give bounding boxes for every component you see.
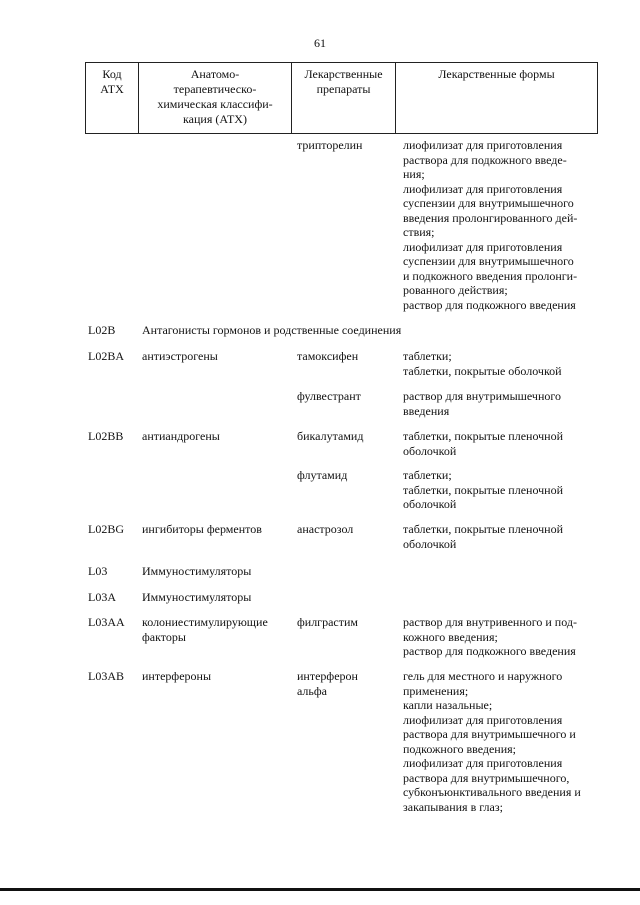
atc-code: L03AA xyxy=(88,615,125,629)
atc-code: L02BA xyxy=(88,349,124,363)
atc-code: L03A xyxy=(88,590,116,604)
dosage-forms: таблетки, покрытые пленочной оболочкой xyxy=(403,522,564,551)
atc-classification: интерфероны xyxy=(142,669,211,683)
atc-group-title: Антагонисты гормонов и родственные соединения xyxy=(142,323,402,337)
dosage-forms: раствор для внутримышечного введения xyxy=(403,389,561,418)
atc-group-title: Иммуностимуляторы xyxy=(142,564,252,578)
bottom-divider xyxy=(0,888,640,891)
drug-name: трипторелин xyxy=(297,138,363,152)
atc-group-title: Иммуностимуляторы xyxy=(142,590,252,604)
atc-code: L03AB xyxy=(88,669,124,683)
drug-name: тамоксифен xyxy=(297,349,359,363)
page-number: 61 xyxy=(314,36,326,50)
drug-name: филграстим xyxy=(297,615,359,629)
drug-name: флутамид xyxy=(297,468,348,482)
drug-name: анастрозол xyxy=(297,522,354,536)
atc-classification: антиэстрогены xyxy=(142,349,218,363)
dosage-forms: таблетки; таблетки, покрытые оболочкой xyxy=(403,349,562,378)
header-drugs: Лекарственные препараты xyxy=(292,63,396,133)
drug-name: фулвестрант xyxy=(297,389,361,403)
atc-code: L02B xyxy=(88,323,116,337)
dosage-forms: таблетки; таблетки, покрытые пленочной оболочкой xyxy=(403,468,564,511)
drug-name: интерферон альфа xyxy=(297,669,358,698)
dosage-forms: раствор для внутривенного и под- кожного введения; раствор для подкожного введения xyxy=(403,615,577,658)
dosage-forms: лиофилизат для приготовления раствора для подкожного введе- ния; лиофилизат для приготовления суспензии для внутримышечного введения пролонгированного дей- ствия; лиофилизат для приготовления суспензии для внутримышечного и подкожного введения пролонги- рованного действия; раствор для подкожного введения xyxy=(403,138,578,312)
atc-code: L02BG xyxy=(88,522,124,536)
atc-classification: колониестимулирующие факторы xyxy=(142,615,268,644)
dosage-forms: таблетки, покрытые пленочной оболочкой xyxy=(403,429,564,458)
drug-name: бикалутамид xyxy=(297,429,364,443)
header-forms: Лекарственные формы xyxy=(438,67,555,81)
dosage-forms: гель для местного и наружного применения; капли назальные; лиофилизат для приготовления раствора для внутримышечного и подкожного введения; лиофилизат для приготовления раствора для внутримышечного, субконъюнктивального введения и закапывания в глаз; xyxy=(403,669,581,814)
atc-code: L02BB xyxy=(88,429,124,443)
header-code: Код АТХ xyxy=(86,63,139,133)
header-classification: Анатомо- терапевтическо- химическая классифи- кация (АТХ) xyxy=(139,63,292,133)
atc-classification: антиандрогены xyxy=(142,429,220,443)
atc-code: L03 xyxy=(88,564,108,578)
atc-classification: ингибиторы ферментов xyxy=(142,522,262,536)
table-header xyxy=(85,62,598,134)
